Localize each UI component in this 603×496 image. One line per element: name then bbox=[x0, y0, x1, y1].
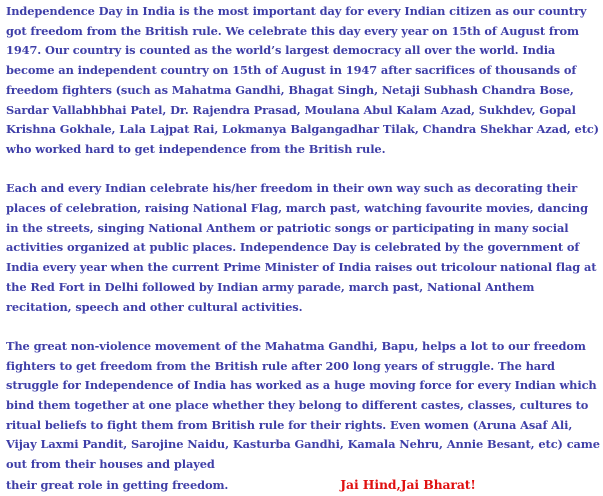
paragraph-spacer bbox=[6, 317, 603, 337]
paragraph-2: Each and every Indian celebrate his/her freedom in their own way such as decorating their places of celebration, raising National Flag, march past, watching favourite movies, dancing in the streets, singing National Anthem or patriotic songs or participating in many social activities organized at public places. Independence Day is celebrated by the government of India every year when the current Prime Minister of India raises out tricolour national flag at the Red Fort in Delhi followed by Indian army parade, march past, National Anthem recitation, speech and other cultural activities. bbox=[6, 181, 597, 314]
paragraph-3-ending: their great role in getting freedom. bbox=[6, 477, 229, 492]
paragraph-3 bbox=[6, 337, 603, 496]
paragraph-1: Independence Day in India is the most important day for every Indian citizen as our country got freedom from the British rule. We celebrate this day every year on 15th of August from 1947. Our country is counted as the world’s largest democracy all over the world. India become an independent country on 15th of August in 1947 after sacrifices of thousands of freedom fighters (such as Mahatma Gandhi, Bhagat Singh, Netaji Subhash Chandra Bose, Sardar Vallabhbhai Patel, Dr. Rajendra Prasad, Moulana Abul Kalam Azad, Sukhdev, Gopal Krishna Gokhale, Lala Lajpat Rai, Lokmanya Balgangadhar Tilak, Chandra Shekhar Azad, etc) who worked hard to get independence from the British rule. bbox=[6, 4, 599, 156]
slogan: Jai Hind,Jai Bharat! bbox=[340, 476, 476, 492]
document-body bbox=[6, 2, 603, 496]
paragraph-3-text: The great non-violence movement of the Mahatma Gandhi, Bapu, helps a lot to our freedom fighters to get freedom from the British rule after 200 long years of struggle. The hard struggle for Independence of India has worked as a huge moving force for every Indian which bind them together at one place whether they belong to different castes, classes, cultures to ritual beliefs to fight them from British rule for their rights. Even women (Aruna Asaf Ali, Vijay Laxmi Pandit, Sarojine Naidu, Kasturba Gandhi, Kamala Nehru, Annie Besant, etc) came out from their houses and played bbox=[6, 338, 600, 472]
paragraph-spacer bbox=[6, 160, 603, 180]
paragraph-3-last-line bbox=[6, 478, 476, 492]
